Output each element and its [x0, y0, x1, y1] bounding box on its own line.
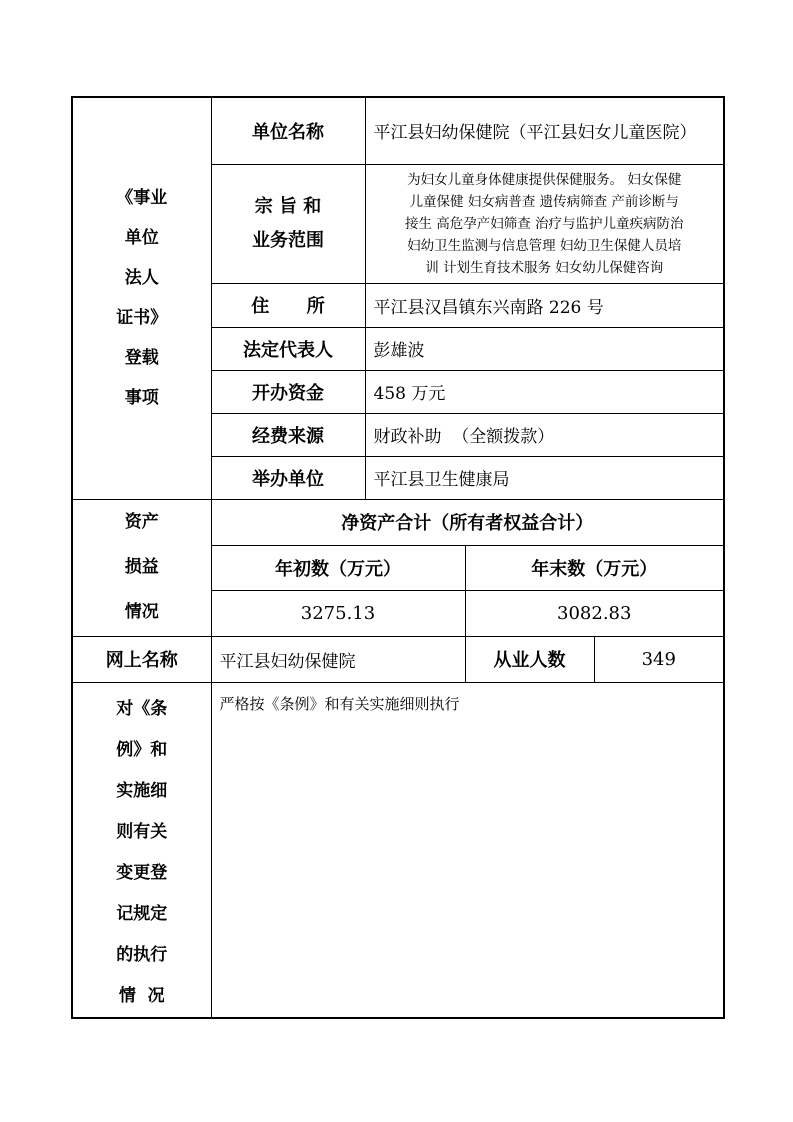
legal-rep-label: 法定代表人	[211, 327, 365, 370]
scope-label	[211, 164, 365, 283]
scope-line: 儿童保健 妇女病普查 遗传病筛查 产前诊断与	[409, 193, 679, 210]
staff-label: 从业人数	[465, 636, 594, 682]
execution-label-line: 例》和	[116, 739, 168, 760]
sponsor-label: 举办单位	[211, 456, 365, 499]
legal-rep-value: 彭雄波	[365, 327, 724, 370]
net-assets-header: 净资产合计（所有者权益合计）	[211, 499, 724, 545]
registration-label-line: 登载	[124, 348, 159, 369]
staff-value: 349	[594, 636, 724, 682]
registration-label-line: 单位	[124, 228, 159, 249]
execution-section-label	[72, 682, 211, 1018]
execution-label-line: 的执行	[116, 944, 168, 965]
registration-label-line: 事项	[124, 388, 159, 409]
scope-line: 接生 高危孕产妇筛查 治疗与监护儿童疾病防治	[404, 215, 684, 232]
execution-label-line: 对《条	[116, 698, 168, 719]
execution-label-line: 记规定	[116, 903, 168, 924]
scope-value	[365, 164, 724, 283]
unit-name-label: 单位名称	[211, 97, 365, 164]
end-value: 3082.83	[465, 590, 724, 636]
registration-section-label	[72, 97, 211, 499]
source-label: 经费来源	[211, 413, 365, 456]
scope-line: 训 计划生育技术服务 妇女幼儿保健咨询	[425, 259, 664, 276]
scope-line: 妇幼卫生监测与信息管理 妇幼卫生保健人员培	[407, 237, 682, 254]
execution-label-line: 则有关	[116, 821, 168, 842]
end-label: 年末数（万元）	[465, 545, 724, 590]
scope-line: 为妇女儿童身体健康提供保健服务。 妇女保健	[407, 171, 682, 188]
address-value: 平江县汉昌镇东兴南路 226 号	[365, 283, 724, 327]
execution-text: 严格按《条例》和有关实施细则执行	[211, 682, 724, 1018]
source-value: 财政补助 （全额拨款）	[365, 413, 724, 456]
begin-value: 3275.13	[211, 590, 465, 636]
online-name-value: 平江县妇幼保健院	[211, 636, 465, 682]
registration-label-line: 法人	[124, 268, 159, 289]
sponsor-value: 平江县卫生健康局	[365, 456, 724, 499]
scope-label-line: 业务范围	[252, 229, 324, 251]
execution-label-line: 变更登	[116, 862, 168, 883]
assets-label-line: 损益	[124, 557, 159, 577]
address-label: 住 所	[211, 283, 365, 327]
execution-label-line: 情 况	[118, 985, 165, 1006]
scope-label-line: 宗 旨 和	[254, 195, 322, 217]
funds-value: 458 万元	[365, 370, 724, 413]
assets-section-label	[72, 499, 211, 636]
assets-label-line: 情况	[124, 602, 159, 622]
begin-label: 年初数（万元）	[211, 545, 465, 590]
assets-label-line: 资产	[124, 512, 159, 532]
funds-label: 开办资金	[211, 370, 365, 413]
registration-report-table	[71, 96, 725, 1019]
online-name-label: 网上名称	[72, 636, 211, 682]
registration-label-line: 《事业	[116, 188, 168, 209]
unit-name-value: 平江县妇幼保健院（平江县妇女儿童医院）	[365, 97, 724, 164]
execution-label-line: 实施细	[116, 780, 168, 801]
registration-label-line: 证书》	[116, 308, 168, 329]
